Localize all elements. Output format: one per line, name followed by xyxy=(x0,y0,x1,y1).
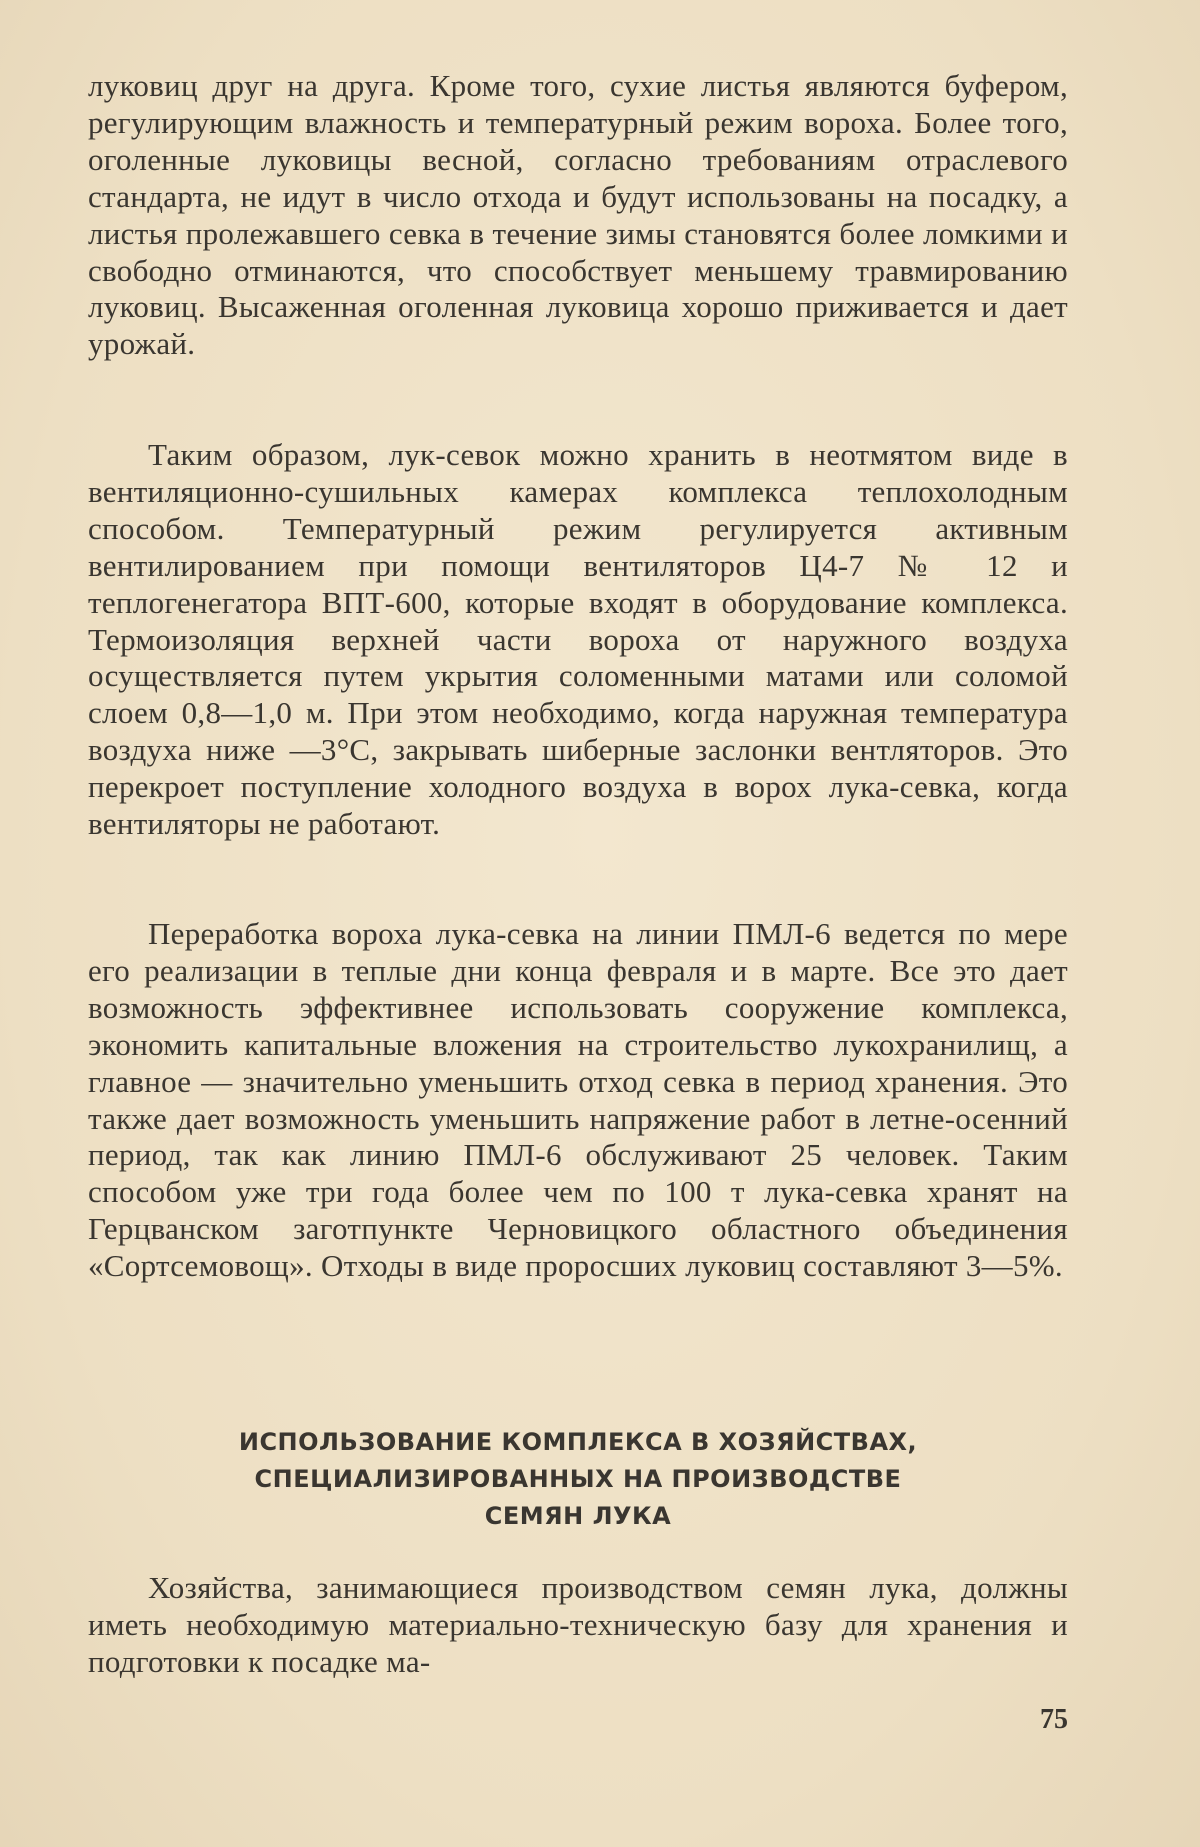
section-heading-line: СЕМЯН ЛУКА xyxy=(484,1502,672,1530)
paragraph-seed-farms: Хозяйства, занимающиеся производством семян лука, должны иметь необходимую материально-техническую базу для хранения и подготовки к посадке ма- xyxy=(88,1570,1068,1679)
section-heading-line: СПЕЦИАЛИЗИРОВАННЫХ НА ПРОИЗВОДСТВЕ xyxy=(254,1465,902,1493)
section-heading xyxy=(88,1424,1068,1535)
paragraph-ventilation: Таким образом, лук-севок можно хранить в неотмятом виде в вентиляционно-сушильных камерах комплекса теплохолодным способом. Температурный режим регулируется активным вентилированием при помощи вентиляторов Ц4-7 № 12 и теплогенегатора ВПТ-600, которые входят в оборудование комплекса. Термоизоляция верхней части вороха от наружного воздуха осуществляется путем укрытия соломенными матами или соломой слоем 0,8—1,0 м. При этом необходимо, когда наружная температура воздуха ниже —3°С, закрывать шиберные заслонки вентляторов. Это перекроет поступление холодного воздуха в ворох лука-севка, когда вентиляторы не работают. xyxy=(88,437,1068,842)
paragraph-storage-leaves: луковиц друг на друга. Кроме того, сухие листья являются буфером, регулирующим влажность и температурный режим вороха. Более того, оголенные луковицы весной, согласно требованиям отраслевого стандарта, не идут в число отхода и будут использованы на посадку, а листья пролежавшего севка в течение зимы становятся более ломкими и свободно отминаются, что способствует меньшему травмированию луковиц. Высаженная оголенная луковица хорошо приживается и дает урожай. xyxy=(88,68,1068,362)
page-number: 75 xyxy=(1040,1704,1068,1735)
body-text-block xyxy=(88,68,1068,363)
body-text-block xyxy=(88,1570,1068,1681)
section-heading-line: ИСПОЛЬЗОВАНИЕ КОМПЛЕКСА В ХОЗЯЙСТВАХ, xyxy=(238,1428,918,1456)
body-text-block xyxy=(88,916,1068,1285)
paragraph-processing: Переработка вороха лука-севка на линии ПМЛ-6 ведется по мере его реализации в теплые дни конца февраля и в марте. Все это дает возможность эффективнее использовать сооружение комплекса, экономить капитальные вложения на строительство лукохранилищ, а главное — значительно уменьшить отход севка в период хранения. Это также дает возможность уменьшить напряжение работ в летне-осенний период, так как линию ПМЛ-6 обслуживают 25 человек. Таким способом уже три года более чем по 100 т лука-севка хранят на Герцванском заготпункте Черновицкого областного объединения «Сортсемовощ». Отходы в виде проросших луковиц составляют 3—5%. xyxy=(88,916,1068,1284)
body-text-block xyxy=(88,437,1068,843)
